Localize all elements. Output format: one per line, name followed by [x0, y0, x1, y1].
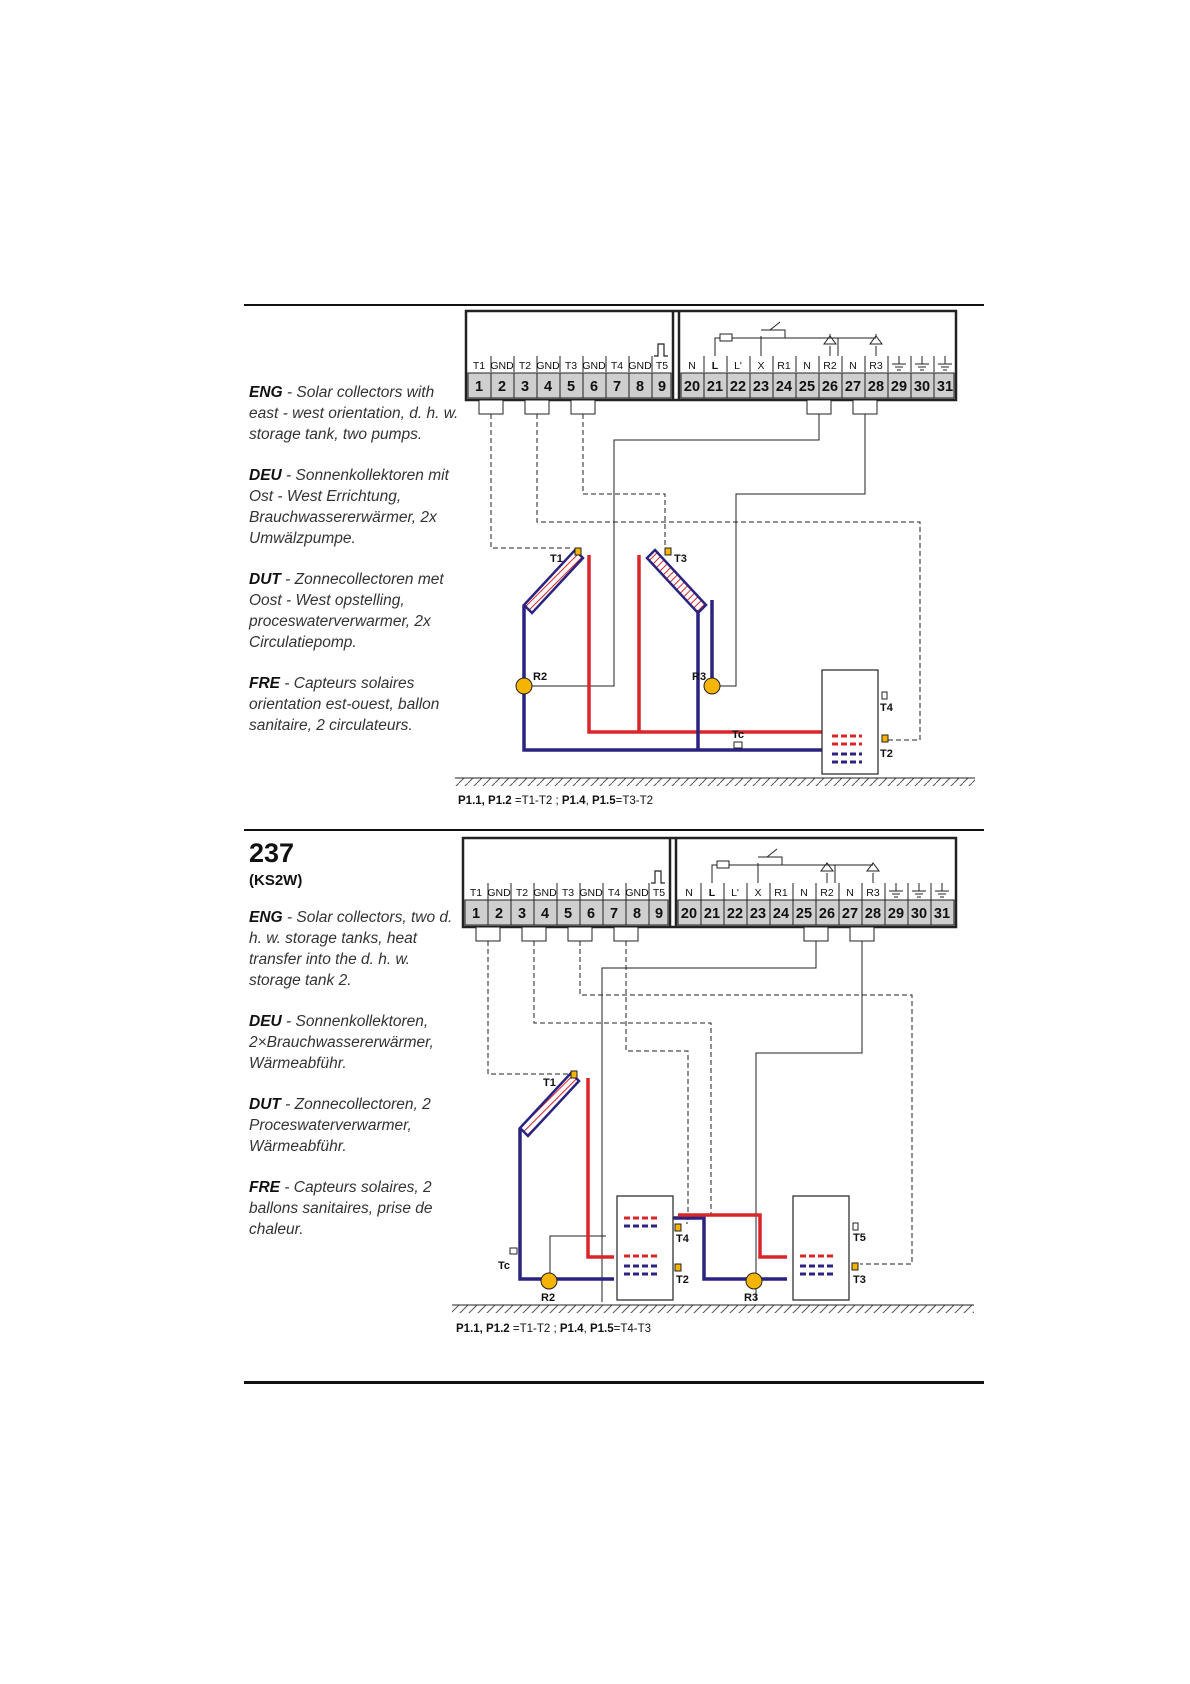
- bottom-deu-text: DEU - Sonnenkollektoren, 2×Brauchwassererwärmer, Wärmeabführ.: [249, 1013, 434, 1072]
- bottom-term-1: 1: [471, 906, 481, 922]
- bottom-term-26: 26: [818, 906, 836, 922]
- top-t3-sensor: [665, 548, 671, 555]
- bottom-term-28: 28: [864, 906, 882, 922]
- top-hdr-4: GND: [536, 360, 560, 372]
- top-term-30: 30: [913, 379, 931, 395]
- top-piping: [524, 555, 869, 750]
- top-term-27: 27: [844, 379, 862, 395]
- top-t1-sensor: [575, 548, 581, 555]
- top-hdr-21: L: [711, 360, 719, 372]
- bottom-hdr-23: X: [754, 887, 762, 899]
- top-hdr-27: N: [849, 360, 857, 372]
- bottom-storage-tank-2: [793, 1196, 858, 1300]
- bottom-eng-text: ENG - Solar collectors, two d. h. w. storage tanks, heat transfer into the d. h. w. storage tank 2.: [249, 909, 453, 989]
- top-label-t2: T2: [880, 748, 893, 760]
- top-hdr-5: T3: [564, 360, 578, 372]
- top-term-8: 8: [635, 379, 645, 395]
- top-hdr-2: GND: [490, 360, 514, 372]
- top-hdr-8: GND: [628, 360, 652, 372]
- top-storage-tank: [822, 670, 888, 774]
- top-label-r2: R2: [533, 671, 548, 683]
- top-tc-sensor: [734, 742, 742, 748]
- bottom-term-8: 8: [632, 906, 642, 922]
- top-term-20: 20: [683, 379, 701, 395]
- bottom-label-t2: T2: [676, 1274, 689, 1286]
- top-label-t3: T3: [674, 553, 687, 565]
- bottom-hdr-2: GND: [487, 887, 511, 899]
- bottom-hdr-28: R3: [866, 887, 880, 899]
- bottom-term-5: 5: [563, 906, 573, 922]
- bottom-hdr-25: N: [800, 887, 808, 899]
- bottom-terminal-block: [463, 838, 956, 941]
- bottom-term-23: 23: [749, 906, 767, 922]
- top-hdr-22: L': [734, 360, 742, 372]
- bottom-term-22: 22: [726, 906, 744, 922]
- scheme-number: 237: [249, 838, 295, 868]
- bottom-hdr-4: GND: [533, 887, 557, 899]
- bottom-hdr-27: N: [846, 887, 854, 899]
- bottom-term-3: 3: [517, 906, 527, 922]
- top-term-29: 29: [890, 379, 908, 395]
- top-term-2: 2: [497, 379, 507, 395]
- scheme-model: (KS2W): [249, 872, 303, 889]
- top-hdr-9: T5: [655, 360, 669, 372]
- bottom-hdr-5: T3: [561, 887, 575, 899]
- bottom-hdr-7: T4: [607, 887, 621, 899]
- bottom-hdr-24: R1: [774, 887, 788, 899]
- top-terminal-block: [466, 311, 956, 414]
- bottom-pump-r3: [746, 1273, 762, 1289]
- bottom-term-25: 25: [795, 906, 813, 922]
- bottom-term-4: 4: [540, 906, 550, 922]
- top-hdr-26: R2: [823, 360, 837, 372]
- bottom-term-9: 9: [654, 906, 664, 922]
- bottom-label-t5: T5: [853, 1232, 866, 1244]
- top-term-9: 9: [657, 379, 667, 395]
- bottom-term-24: 24: [772, 906, 790, 922]
- bottom-dut-text: DUT - Zonnecollectoren, 2 Proceswaterverwarmer, Wärmeabführ.: [249, 1096, 431, 1155]
- top-hdr-1: T1: [472, 360, 486, 372]
- top-dut-text: DUT - Zonnecollectoren met Oost - West opstelling, proceswaterverwarmer, 2x Circulatiepomp.: [249, 571, 444, 651]
- top-hdr-7: T4: [610, 360, 624, 372]
- top-hdr-3: T2: [518, 360, 532, 372]
- top-term-7: 7: [612, 379, 622, 395]
- top-hdr-24: R1: [777, 360, 791, 372]
- top-term-6: 6: [589, 379, 599, 395]
- top-hdr-23: X: [757, 360, 765, 372]
- top-eng-text: ENG - Solar collectors with east - west orientation, d. h. w. storage tank, two pumps.: [249, 384, 459, 443]
- top-term-3: 3: [520, 379, 530, 395]
- bottom-term-27: 27: [841, 906, 859, 922]
- bottom-term-21: 21: [703, 906, 721, 922]
- top-term-24: 24: [775, 379, 793, 395]
- top-hdr-28: R3: [869, 360, 883, 372]
- bottom-label-tc: Tc: [498, 1260, 511, 1272]
- bottom-term-20: 20: [680, 906, 698, 922]
- bottom-hdr-26: R2: [820, 887, 834, 899]
- top-caption: P1.1, P1.2 =T1-T2 ; P1.4, P1.5=T3-T2: [458, 795, 654, 807]
- top-fre-text: FRE - Capteurs solaires orientation est-ouest, ballon sanitaire, 2 circulateurs.: [249, 675, 440, 734]
- top-label-tc: Tc: [732, 729, 745, 741]
- bottom-hdr-8: GND: [625, 887, 649, 899]
- bottom-term-2: 2: [494, 906, 504, 922]
- top-ground-line: [455, 778, 975, 786]
- bottom-hdr-20: N: [685, 887, 693, 899]
- bottom-label-r3: R3: [744, 1292, 759, 1304]
- top-pump-r2: [516, 678, 532, 694]
- bottom-tc-sensor: [510, 1248, 517, 1254]
- top-term-23: 23: [752, 379, 770, 395]
- bottom-fre-text: FRE - Capteurs solaires, 2 ballons sanitaires, prise de chaleur.: [249, 1179, 433, 1238]
- top-term-4: 4: [543, 379, 553, 395]
- bottom-label-t1: T1: [543, 1077, 556, 1089]
- top-label-r3: R3: [692, 671, 707, 683]
- top-deu-text: DEU - Sonnenkollektoren mit Ost - West Errichtung, Brauchwassererwärmer, 2x Umwälzpumpe.: [249, 467, 449, 547]
- top-hdr-20: N: [688, 360, 696, 372]
- bottom-caption: P1.1, P1.2 =T1-T2 ; P1.4, P1.5=T4-T3: [456, 1323, 652, 1335]
- top-label-t1: T1: [550, 553, 563, 565]
- bottom-label-t4: T4: [676, 1233, 689, 1245]
- top-hdr-25: N: [803, 360, 811, 372]
- bottom-storage-tank-1: [617, 1196, 681, 1300]
- top-term-26: 26: [821, 379, 839, 395]
- bottom-hdr-1: T1: [469, 887, 483, 899]
- top-term-1: 1: [474, 379, 484, 395]
- bottom-label-r2: R2: [541, 1292, 556, 1304]
- top-term-28: 28: [867, 379, 885, 395]
- top-hdr-6: GND: [582, 360, 606, 372]
- top-term-25: 25: [798, 379, 816, 395]
- top-pump-r3: [704, 678, 720, 694]
- bottom-label-t3: T3: [853, 1274, 866, 1286]
- top-term-21: 21: [706, 379, 724, 395]
- top-term-5: 5: [566, 379, 576, 395]
- bottom-hdr-3: T2: [515, 887, 529, 899]
- bottom-term-6: 6: [586, 906, 596, 922]
- top-term-31: 31: [936, 379, 954, 395]
- bottom-ground-line: [452, 1305, 974, 1313]
- bottom-term-7: 7: [609, 906, 619, 922]
- bottom-hdr-6: GND: [579, 887, 603, 899]
- bottom-pump-r2: [541, 1273, 557, 1289]
- top-label-t4: T4: [880, 702, 893, 714]
- top-term-22: 22: [729, 379, 747, 395]
- bottom-hdr-21: L: [708, 887, 716, 899]
- bottom-term-29: 29: [887, 906, 905, 922]
- bottom-term-31: 31: [933, 906, 951, 922]
- bottom-hdr-22: L': [731, 887, 739, 899]
- bottom-term-30: 30: [910, 906, 928, 922]
- bottom-t1-sensor: [571, 1071, 577, 1078]
- bottom-hdr-9: T5: [652, 887, 666, 899]
